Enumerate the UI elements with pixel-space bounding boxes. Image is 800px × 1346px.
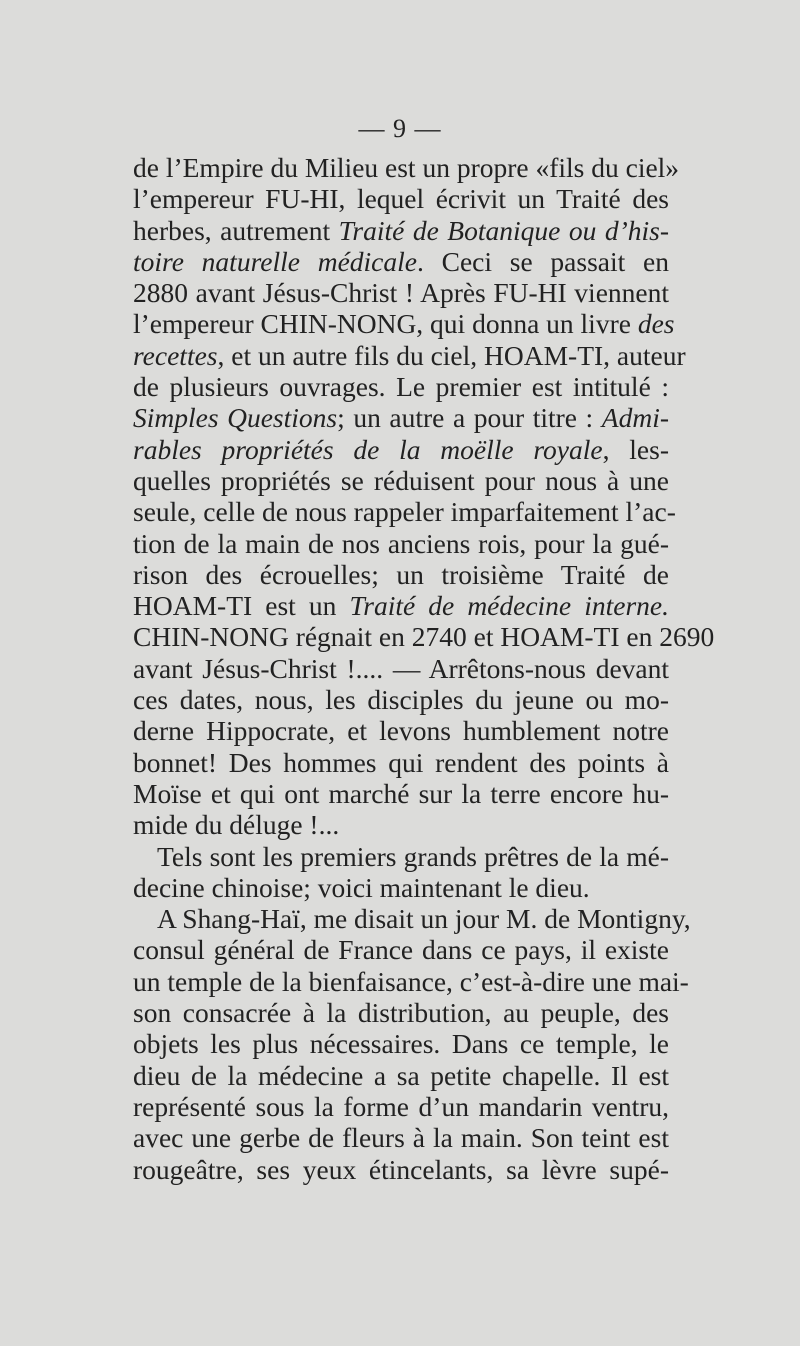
text-line	[133, 778, 669, 809]
text-line	[133, 183, 669, 214]
text-line	[133, 277, 669, 308]
text-span: CHIN-NONG régnait en 2740 et HOAM-TI en 2690	[133, 621, 715, 653]
text-span: consul général de France dans ce pays, il existe	[133, 934, 669, 966]
text-line	[133, 1091, 669, 1122]
text-span: 2880 avant Jésus-Christ ! Après FU-HI viennent	[133, 277, 669, 309]
text-span: herbes, autrement	[133, 214, 339, 246]
text-line	[133, 934, 669, 965]
text-span: dieu de la médecine a sa petite chapelle. Il est	[133, 1059, 669, 1091]
text-line	[133, 684, 669, 715]
text-line	[133, 215, 669, 246]
text-line	[133, 997, 669, 1028]
text-line	[133, 496, 676, 528]
text-span: HOAM-TI est un	[133, 590, 350, 622]
text-span: Moïse et qui ont marché sur la terre encore hu-	[133, 777, 669, 809]
text-line	[133, 1122, 669, 1153]
text-span: mide du déluge !...	[133, 809, 340, 841]
text-line	[133, 152, 680, 183]
text-span: ; un autre a pour titre :	[337, 402, 602, 434]
text-line	[133, 434, 669, 465]
text-span: avant Jésus-Christ !.... — Arrêtons-nous devant	[133, 652, 669, 684]
text-line	[133, 371, 669, 402]
text-line	[133, 715, 669, 746]
text-span: , les-	[602, 433, 669, 465]
text-span: Tels sont les premiers grands prêtres de la mé-	[157, 840, 669, 872]
text-span: rison des écrouelles; un troisième Traité de	[133, 558, 669, 590]
text-span: son consacrée à la distribution, au peuple, des	[133, 997, 669, 1029]
text-line	[133, 965, 689, 997]
text-line	[133, 559, 669, 590]
text-span: rougeâtre, ses yeux étincelants, sa lèvre supé-	[133, 1153, 669, 1185]
text-span: de l’Empire du Milieu est un propre «fils du ciel»	[133, 152, 680, 183]
text-span: représenté sous la forme d’un mandarin ventru,	[133, 1090, 669, 1122]
text-span: avec une gerbe de fleurs à la main. Son teint est	[133, 1122, 669, 1154]
text-span: ces dates, nous, les disciples du jeune ou mo-	[133, 684, 669, 716]
text-line	[133, 402, 669, 433]
body-text	[133, 152, 715, 1185]
text-span: decine chinoise; voici maintenant le dieu.	[133, 871, 590, 903]
text-span: tion de la main de nos anciens rois, pour la gué-	[133, 527, 669, 559]
italic-span: Traité de Botanique ou d’his-	[338, 214, 669, 246]
text-span: un temple de la bienfaisance, c’est-à-dire une mai-	[133, 965, 689, 997]
text-span: derne Hippocrate, et levons humblement notre	[133, 715, 669, 747]
page-number: — 9 —	[358, 114, 442, 143]
text-line	[133, 653, 669, 684]
text-span: bonnet! Des hommes qui rendent des points à	[133, 746, 669, 778]
text-line	[133, 465, 669, 496]
text-line	[133, 339, 686, 371]
italic-span: Simples Questions	[133, 402, 338, 434]
text-line	[133, 528, 669, 559]
italic-span: des	[637, 308, 675, 340]
italic-span: rables propriétés de la moëlle royale	[133, 433, 603, 465]
text-line	[133, 590, 669, 621]
italic-span: toire naturelle médicale	[133, 245, 417, 277]
text-line	[133, 872, 669, 903]
text-span: de plusieurs ouvrages. Le premier est intitulé :	[133, 371, 669, 403]
text-line	[133, 747, 669, 778]
text-span: , et un autre fils du ciel, HOAM-TI, auteur	[217, 339, 686, 371]
text-span: objets les plus nécessaires. Dans ce temple, le	[133, 1028, 669, 1060]
text-line	[133, 246, 669, 277]
text-line	[133, 903, 691, 935]
text-span: A Shang-Haï, me disait un jour M. de Montigny,	[157, 903, 691, 935]
text-line	[133, 1154, 669, 1185]
text-span: . Ceci se passait en	[416, 245, 669, 277]
text-span: quelles propriétés se réduisent pour nous à une	[133, 464, 669, 496]
text-line	[133, 308, 675, 340]
text-line	[133, 1060, 669, 1091]
text-line	[133, 841, 669, 872]
italic-span: Traité de médecine interne.	[349, 590, 669, 622]
text-span: seule, celle de nous rappeler imparfaitement l’ac-	[133, 496, 676, 528]
text-line	[133, 621, 715, 653]
text-line	[133, 1028, 669, 1059]
italic-span: recettes	[133, 339, 218, 371]
text-line	[133, 809, 669, 840]
text-span: l’empereur CHIN-NONG, qui donna un livre	[133, 308, 638, 340]
text-span: l’empereur FU-HI, lequel écrivit un Traité des	[133, 183, 669, 215]
italic-span: Admi-	[601, 402, 669, 434]
